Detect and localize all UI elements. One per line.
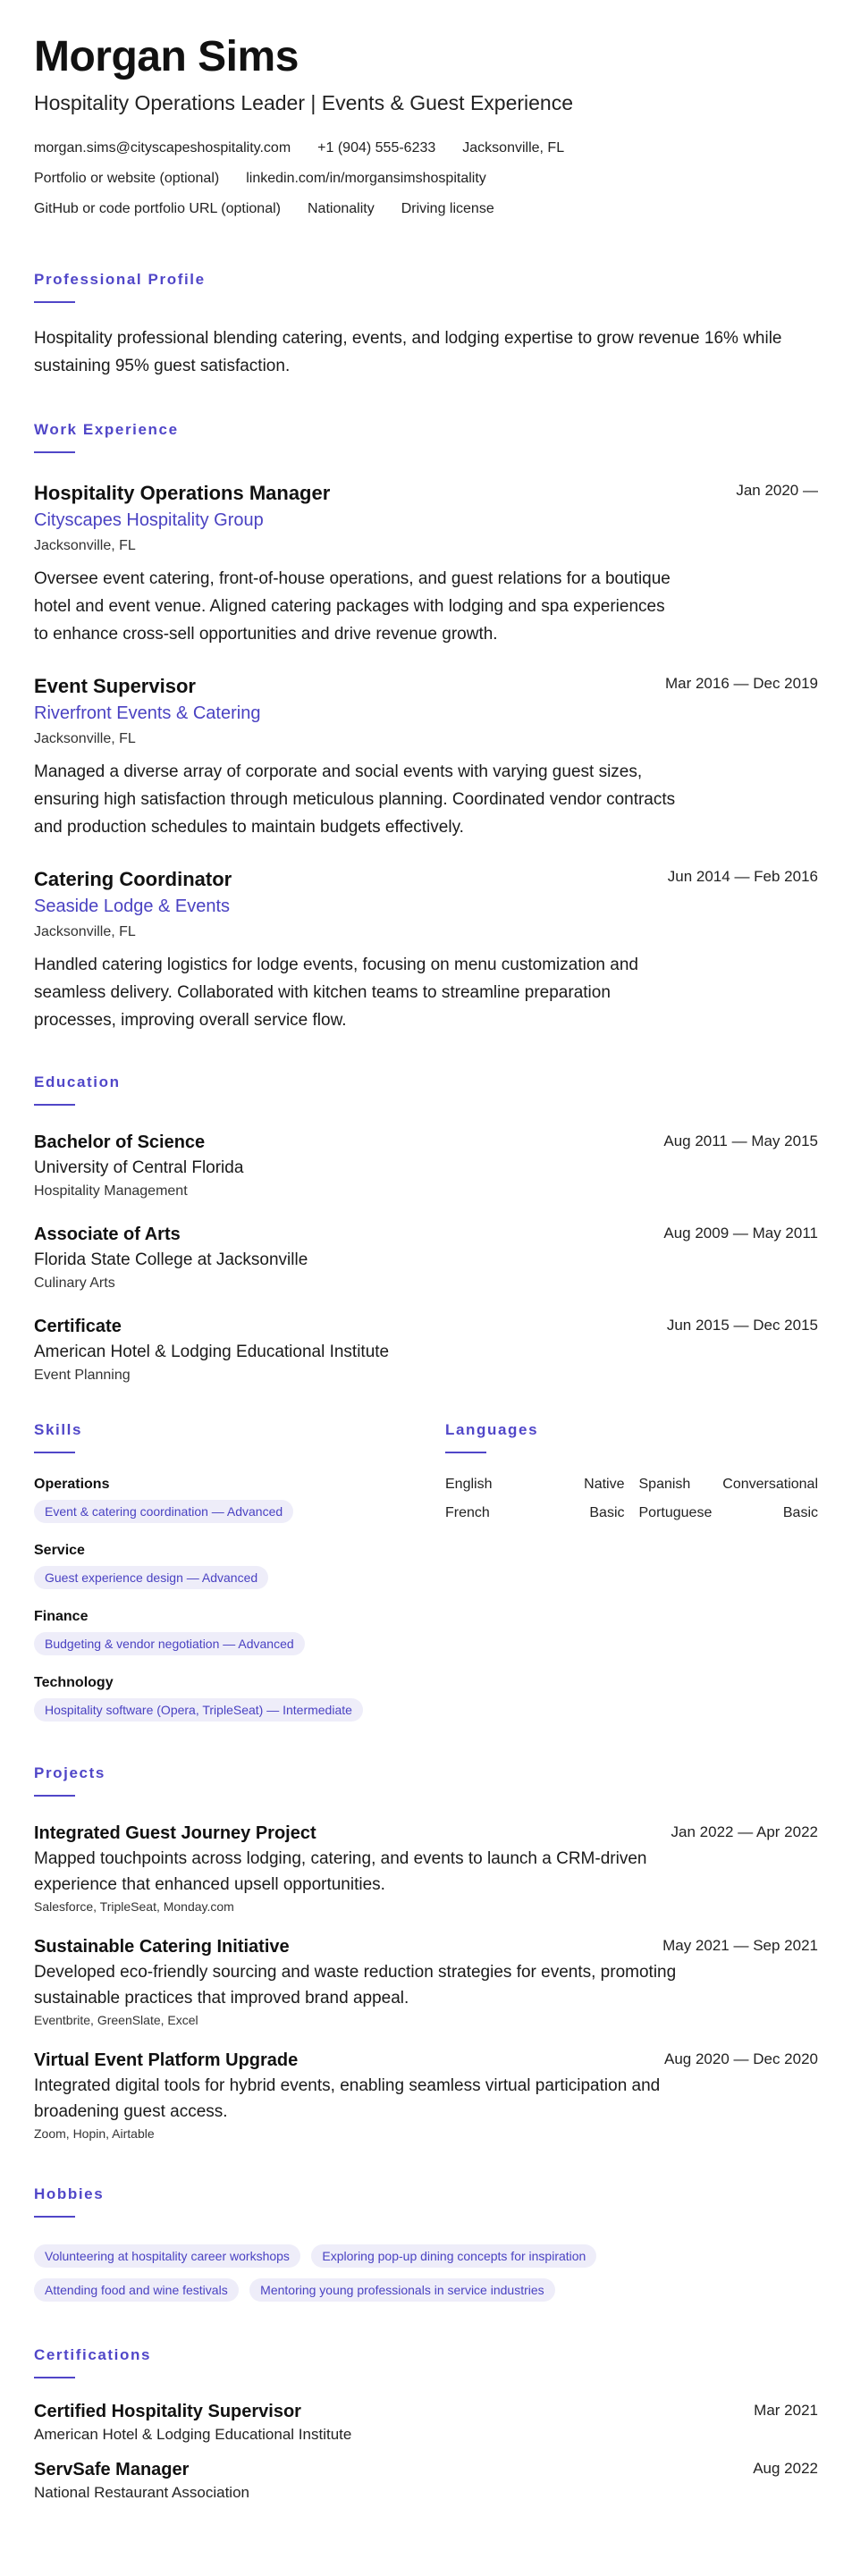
skill-category: Service — [34, 1543, 85, 1558]
skill-tag: Budgeting & vendor negotiation — Advanced — [34, 1632, 305, 1655]
education-field: Event Planning — [34, 1368, 131, 1383]
project-entry — [34, 2050, 818, 2141]
hobby-tag: Mentoring young professionals in service industries — [249, 2278, 555, 2302]
skill-group — [34, 1675, 445, 1722]
skill-tag: Event & catering coordination — Advanced — [34, 1500, 293, 1523]
job-dates: Mar 2016 — Dec 2019 — [664, 675, 818, 692]
skill-tag: Hospitality software (Opera, TripleSeat) — Intermediate — [34, 1698, 363, 1722]
contact-row — [34, 164, 818, 194]
skill-tag: Guest experience design — Advanced — [34, 1566, 268, 1589]
project-entry — [34, 1937, 818, 2027]
profile-summary: Hospitality professional blending catering, events, and lodging expertise to grow revenue 16% while sustaining 95% guest satisfaction. — [34, 329, 782, 375]
education-dates: Aug 2009 — May 2011 — [663, 1225, 818, 1242]
job-company: Riverfront Events & Catering — [34, 703, 261, 723]
job-dates: Jan 2020 — — [736, 482, 818, 499]
skill-category: Finance — [34, 1609, 89, 1624]
project-title: Integrated Guest Journey Project — [34, 1823, 316, 1843]
project-entry — [34, 1823, 818, 1914]
language-level: Native — [584, 1477, 625, 1492]
certification-entry — [34, 2460, 818, 2502]
job-entry — [34, 868, 818, 1034]
language-level: Basic — [782, 1505, 818, 1520]
section-title: Languages — [445, 1421, 539, 1438]
section-divider — [34, 1104, 75, 1106]
skill-category: Operations — [34, 1477, 110, 1492]
section-title: Projects — [34, 1764, 105, 1781]
hobby-tag: Exploring pop-up dining concepts for inspiration — [311, 2244, 596, 2268]
education-dates: Aug 2011 — May 2015 — [663, 1132, 818, 1149]
skill-category: Technology — [34, 1675, 114, 1690]
contact-github[interactable]: GitHub or code portfolio URL (optional) — [34, 201, 281, 216]
job-entry — [34, 675, 818, 841]
section-title: Certifications — [34, 2346, 152, 2363]
contact-location: Jacksonville, FL — [462, 140, 565, 156]
job-description: Handled catering logistics for lodge events, focusing on menu customization and seamless delivery. Collaborated with kitchen teams to streamline preparation processes, improving overall service flow. — [34, 955, 638, 1030]
job-location: Jacksonville, FL — [34, 538, 136, 553]
job-location: Jacksonville, FL — [34, 924, 136, 939]
certification-date: Aug 2022 — [753, 2460, 818, 2477]
language-item — [639, 1477, 819, 1493]
education-entry — [34, 1317, 818, 1384]
project-dates: May 2021 — Sep 2021 — [662, 1937, 818, 1954]
candidate-headline: Hospitality Operations Leader | Events & Guest Experience — [34, 91, 574, 114]
certification-issuer: American Hotel & Lodging Educational Institute — [34, 2426, 352, 2443]
contact-phone[interactable]: +1 (904) 555-6233 — [317, 140, 436, 156]
certification-name: ServSafe Manager — [34, 2460, 190, 2479]
job-dates: Jun 2014 — Feb 2016 — [667, 868, 818, 885]
certification-entry — [34, 2402, 818, 2444]
certification-issuer: National Restaurant Association — [34, 2484, 249, 2501]
languages-section — [445, 1421, 818, 1722]
education-degree: Certificate — [34, 1317, 122, 1336]
language-name: Spanish — [638, 1477, 691, 1492]
project-tools: Zoom, Hopin, Airtable — [34, 2126, 155, 2141]
education-school: Florida State College at Jacksonville — [34, 1250, 308, 1269]
language-name: Portuguese — [638, 1505, 713, 1520]
contact-linkedin[interactable]: linkedin.com/in/morgansimshospitality — [246, 171, 486, 186]
section-divider — [34, 2216, 75, 2218]
education-degree: Bachelor of Science — [34, 1132, 206, 1152]
hobbies-list — [34, 2234, 767, 2302]
project-description: Mapped touchpoints across lodging, catering, and events to launch a CRM-driven experience that enhanced upsell opportunities. — [34, 1849, 647, 1894]
language-item — [445, 1477, 625, 1493]
project-dates: Aug 2020 — Dec 2020 — [663, 2050, 818, 2067]
project-dates: Jan 2022 — Apr 2022 — [671, 1823, 818, 1840]
project-title: Sustainable Catering Initiative — [34, 1937, 290, 1957]
language-item — [639, 1505, 819, 1521]
resume-header — [34, 32, 818, 224]
project-description: Integrated digital tools for hybrid events, enabling seamless virtual participation and broadening guest access. — [34, 2076, 661, 2121]
contact-row — [34, 194, 818, 224]
job-description: Oversee event catering, front-of-house operations, and guest relations for a boutique hotel and event venue. Aligned catering packages with lodging and spa experiences to enhance cross-sell opportunities and drive revenue growth. — [34, 569, 671, 644]
language-level: Basic — [589, 1505, 625, 1520]
section-divider — [34, 1795, 75, 1797]
skills-section — [34, 1421, 445, 1722]
section-divider — [445, 1452, 486, 1453]
skills-languages-row — [34, 1421, 818, 1722]
education-entry — [34, 1225, 818, 1292]
language-name: French — [445, 1505, 490, 1520]
job-title: Hospitality Operations Manager — [34, 482, 331, 504]
profile-section — [34, 271, 818, 380]
skill-group — [34, 1543, 445, 1589]
job-company: Cityscapes Hospitality Group — [34, 510, 264, 530]
hobbies-section — [34, 2185, 818, 2302]
language-item — [445, 1505, 625, 1521]
job-title: Event Supervisor — [34, 675, 196, 697]
experience-section — [34, 421, 818, 1034]
skill-group — [34, 1609, 445, 1655]
hobby-tag: Volunteering at hospitality career workshops — [34, 2244, 300, 2268]
projects-section — [34, 1764, 818, 2141]
job-location: Jacksonville, FL — [34, 731, 136, 746]
contact-driving-license: Driving license — [401, 201, 494, 216]
languages-list — [445, 1477, 818, 1521]
job-company: Seaside Lodge & Events — [34, 897, 231, 916]
project-tools: Eventbrite, GreenSlate, Excel — [34, 2013, 198, 2027]
education-field: Culinary Arts — [34, 1275, 115, 1291]
certification-date: Mar 2021 — [754, 2402, 818, 2419]
education-entry — [34, 1132, 818, 1200]
section-divider — [34, 301, 75, 303]
contact-info — [34, 133, 818, 224]
project-tools: Salesforce, TripleSeat, Monday.com — [34, 1899, 234, 1914]
section-divider — [34, 451, 75, 453]
language-name: English — [445, 1477, 493, 1492]
education-section — [34, 1073, 818, 1384]
education-school: University of Central Florida — [34, 1158, 244, 1177]
contact-row — [34, 133, 818, 164]
education-school: American Hotel & Lodging Educational Institute — [34, 1343, 390, 1361]
skill-group — [34, 1477, 445, 1523]
certifications-section — [34, 2346, 818, 2502]
education-dates: Jun 2015 — Dec 2015 — [666, 1317, 818, 1334]
education-field: Hospitality Management — [34, 1183, 188, 1199]
contact-email[interactable]: morgan.sims@cityscapeshospitality.com — [34, 140, 291, 156]
candidate-name: Morgan Sims — [34, 33, 299, 80]
certification-name: Certified Hospitality Supervisor — [34, 2402, 301, 2421]
job-entry — [34, 482, 818, 648]
contact-nationality: Nationality — [307, 201, 375, 216]
section-title: Skills — [34, 1421, 83, 1438]
project-title: Virtual Event Platform Upgrade — [34, 2050, 299, 2070]
contact-portfolio[interactable]: Portfolio or website (optional) — [34, 171, 220, 186]
section-title: Professional Profile — [34, 271, 206, 288]
project-description: Developed eco-friendly sourcing and waste reduction strategies for events, promoting sustainable practices that improved brand appeal. — [34, 1963, 677, 2008]
section-title: Work Experience — [34, 421, 179, 438]
section-divider — [34, 2377, 75, 2378]
job-title: Catering Coordinator — [34, 868, 232, 890]
hobby-tag: Attending food and wine festivals — [34, 2278, 239, 2302]
language-level: Conversational — [722, 1477, 818, 1492]
job-description: Managed a diverse array of corporate and social events with varying guest sizes, ensuring high satisfaction through meticulous planning. Coordinated vendor contracts and production schedules to maintain budgets effectively. — [34, 762, 676, 837]
section-title: Education — [34, 1073, 121, 1090]
section-divider — [34, 1452, 75, 1453]
education-degree: Associate of Arts — [34, 1225, 181, 1244]
section-title: Hobbies — [34, 2185, 105, 2202]
